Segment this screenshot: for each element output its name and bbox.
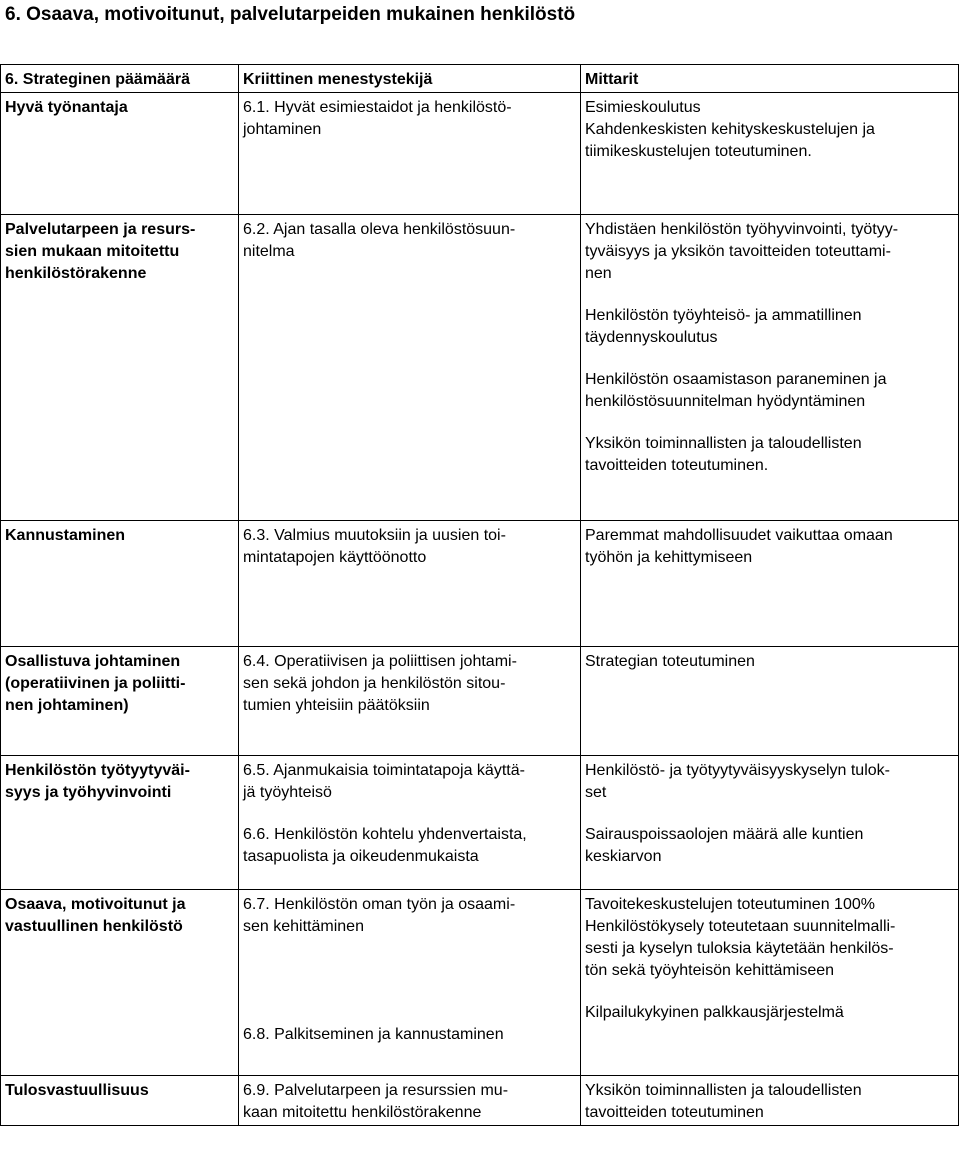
metric-text: Henkilöstön työyhteisö- ja ammatillinen täydennyskoulutus [585, 307, 862, 346]
factor-cell [239, 890, 581, 1076]
metric-text: Tavoitekeskustelujen toteutuminen 100% Henkilöstökysely toteutetaan suunnitelmalli- sesti ja kyselyn tuloksia käytetään henkilös- tön sekä työyhteisön kehittämiseen [585, 896, 896, 979]
metric-text: Henkilöstö- ja työtyytyväisyyskyselyn tulok- set [585, 762, 890, 801]
goal-cell: Tulosvastuullisuus [1, 1076, 239, 1126]
strategy-table [0, 64, 959, 1126]
header-goal: 6. Strateginen päämäärä [1, 65, 239, 93]
table-row [1, 521, 959, 647]
factor-cell: 6.3. Valmius muutoksiin ja uusien toi- mintatapojen käyttöönotto [239, 521, 581, 647]
goal-cell: Palvelutarpeen ja resurs- sien mukaan mitoitettu henkilöstörakenne [1, 215, 239, 521]
metric-text: Paremmat mahdollisuudet vaikuttaa omaan työhön ja kehittymiseen [581, 521, 959, 647]
metric-text: Yksikön toiminnallisten ja taloudellisten tavoitteiden toteutuminen. [585, 435, 862, 474]
metric-text: Kilpailukykyinen palkkausjärjestelmä [585, 1004, 844, 1021]
goal-cell: Kannustaminen [1, 521, 239, 647]
table-row [1, 1076, 959, 1126]
factor-cell: 6.4. Operatiivisen ja poliittisen johtami- sen sekä johdon ja henkilöstön sitou- tumien yhteisiin päätöksiin [239, 647, 581, 756]
metrics-cell [581, 756, 959, 890]
factor-cell: 6.9. Palvelutarpeen ja resurssien mu- kaan mitoitettu henkilöstörakenne [239, 1076, 581, 1126]
metrics-cell [581, 215, 959, 521]
factor-text: 6.6. Henkilöstön kohtelu yhdenvertaista, tasapuolista ja oikeudenmukaista [243, 826, 527, 865]
metric-text: Henkilöstön osaamistason paraneminen ja henkilöstösuunnitelman hyödyntäminen [585, 371, 887, 410]
document-title: 6. Osaava, motivoitunut, palvelutarpeiden mukainen henkilöstö [5, 4, 576, 25]
metric-text: Yhdistäen henkilöstön työhyvinvointi, työtyy- tyväisyys ja yksikön tavoitteiden toteuttami- nen [585, 221, 899, 282]
table-row [1, 890, 959, 1076]
goal-cell: Hyvä työnantaja [1, 93, 239, 215]
metric-text: Strategian toteutuminen [581, 647, 959, 756]
goal-cell: Osaava, motivoitunut ja vastuullinen henkilöstö [1, 890, 239, 1076]
metrics-cell [581, 890, 959, 1076]
table-row [1, 756, 959, 890]
factor-text: 6.5. Ajanmukaisia toimintatapoja käyttä- jä työyhteisö [243, 762, 525, 801]
factor-cell: 6.1. Hyvät esimiestaidot ja henkilöstö- johtaminen [239, 93, 581, 215]
header-row [1, 65, 959, 93]
header-factor: Kriittinen menestystekijä [239, 65, 581, 93]
factor-cell: 6.2. Ajan tasalla oleva henkilöstösuun- nitelma [239, 215, 581, 521]
table-row [1, 647, 959, 756]
factor-cell [239, 756, 581, 890]
metric-text: Yksikön toiminnallisten ja taloudellisten tavoitteiden toteutuminen [581, 1076, 959, 1126]
header-metrics: Mittarit [581, 65, 959, 93]
metric-text: Esimieskoulutus Kahdenkeskisten kehityskeskustelujen ja tiimikeskustelujen toteutuminen. [581, 93, 959, 215]
goal-cell: Osallistuva johtaminen (operatiivinen ja poliitti- nen johtaminen) [1, 647, 239, 756]
factor-text: 6.8. Palkitseminen ja kannustaminen [243, 1026, 504, 1043]
table-row [1, 93, 959, 215]
metric-text: Sairauspoissaolojen määrä alle kuntien keskiarvon [585, 826, 864, 865]
factor-text: 6.7. Henkilöstön oman työn ja osaami- sen kehittäminen [243, 896, 516, 935]
goal-cell: Henkilöstön työtyytyväi- syys ja työhyvinvointi [1, 756, 239, 890]
table-row [1, 215, 959, 521]
